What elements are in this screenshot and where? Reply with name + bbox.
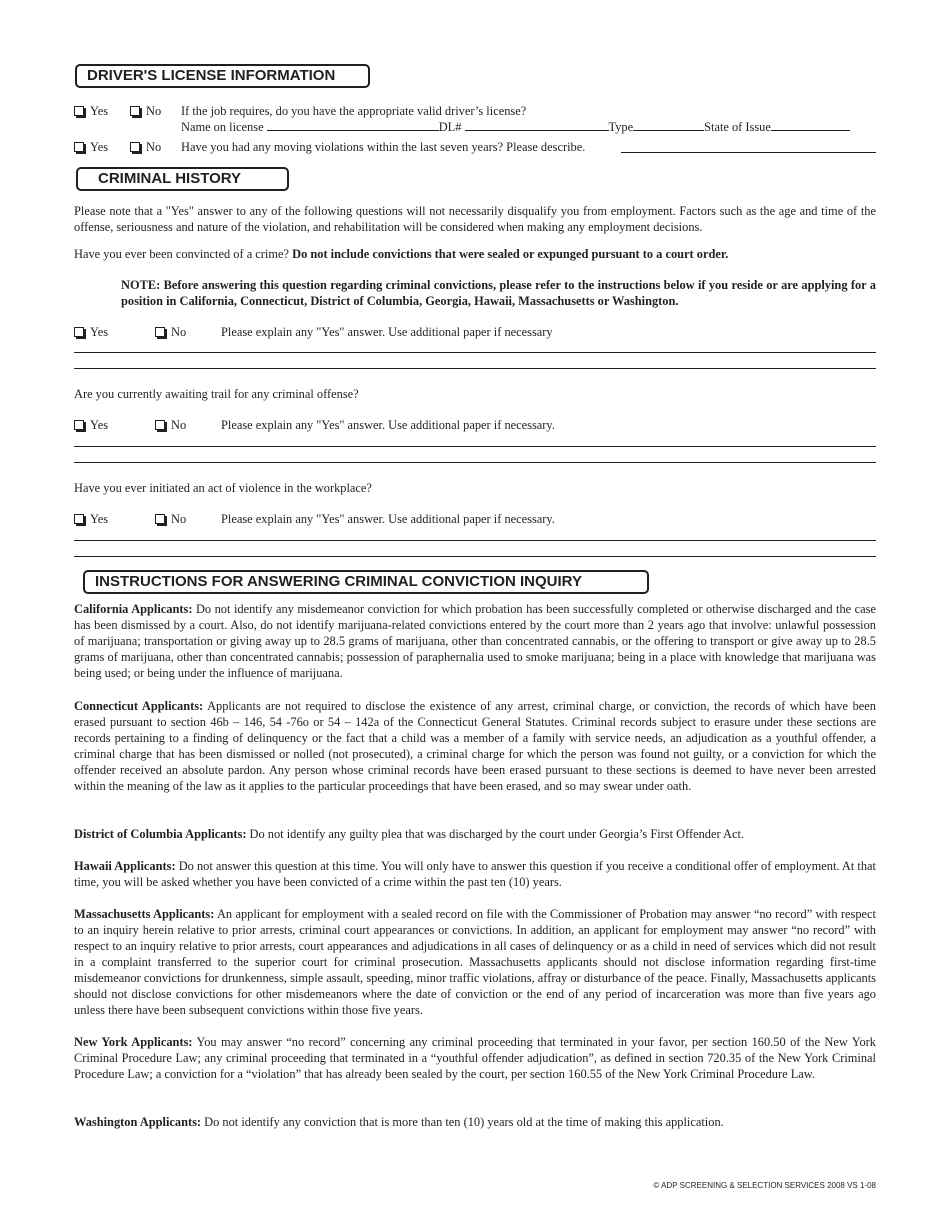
awaiting-explain-prompt: Please explain any "Yes" answer. Use additional paper if necessary. [221, 418, 555, 432]
checkbox-box[interactable] [74, 420, 84, 430]
checkbox-box[interactable] [155, 327, 165, 337]
convicted-explain-prompt: Please explain any "Yes" answer. Use additional paper if necessary [221, 325, 553, 339]
violations-question: Have you had any moving violations within the last seven years? Please describe. [181, 140, 586, 154]
awaiting-yes-checkbox[interactable]: Yes [74, 417, 108, 433]
dl-number-field[interactable] [465, 119, 609, 131]
violations-description-field[interactable] [621, 152, 876, 153]
convictions-note: NOTE: Before answering this question regarding criminal convictions, please refer to the instructions below if you reside or are applying for a position in California, Connecticut, District of Columbia, Georgia, Hawaii, Massachusetts or Washington. [121, 278, 876, 308]
drivers-license-header: DRIVER'S LICENSE INFORMATION [75, 64, 370, 88]
convicted-no-checkbox[interactable]: No [155, 324, 186, 340]
checkbox-box[interactable] [155, 514, 165, 524]
checkbox-box[interactable] [130, 106, 140, 116]
violations-no-checkbox[interactable]: No [130, 139, 161, 155]
checkbox-box[interactable] [74, 106, 84, 116]
license-type-field[interactable] [633, 119, 704, 131]
state-of-issue-field[interactable] [771, 119, 850, 131]
violations-yes-checkbox[interactable]: Yes [74, 139, 108, 155]
checkbox-box[interactable] [155, 420, 165, 430]
awaiting-trial-question: Are you currently awaiting trail for any criminal offense? [74, 387, 359, 401]
awaiting-explain-line[interactable] [74, 446, 876, 447]
checkbox-box[interactable] [130, 142, 140, 152]
hawaii-instructions: Hawaii Applicants: Do not answer this question at this time. You will only have to answer this question if you receive a conditional offer of employment. At that time, you will be asked whether you have been convicted of a crime within the past ten (10) years. [74, 859, 876, 889]
violence-explain-line[interactable] [74, 556, 876, 557]
license-no-checkbox[interactable]: No [130, 103, 161, 119]
instructions-header: INSTRUCTIONS FOR ANSWERING CRIMINAL CONVICTION INQUIRY [83, 570, 649, 594]
convicted-yes-checkbox[interactable]: Yes [74, 324, 108, 340]
violence-no-checkbox[interactable]: No [155, 511, 186, 527]
checkbox-box[interactable] [74, 142, 84, 152]
convicted-explain-line[interactable] [74, 352, 876, 353]
criminal-history-intro: Please note that a "Yes" answer to any of the following questions will not necessarily disqualify you from employment. Factors such as the age and time of the offense, seriousness and nature of the violation, and rehabilitation will be considered when making any employment decisions. [74, 204, 876, 234]
violence-explain-line[interactable] [74, 540, 876, 541]
awaiting-no-checkbox[interactable]: No [155, 417, 186, 433]
california-instructions: California Applicants: Do not identify any misdemeanor conviction for which probation has been successfully completed or otherwise discharged and the case has been dismissed by a court. Also, do not identify marijuana-related convictions entered by the court more than 2 years ago that involve: unlawful possession of marijuana; transportation or giving away up to 28.5 grams of marijuana, other than concentrated cannabis, or the offering to transport or give away up to 28.5 grams of marijuana, other than concentrated cannabis; possession of paraphernalia used to smoke marijuana; being in a place with knowledge that marijuana was being used; or being under the influence of marijuana. [74, 602, 876, 680]
copyright-footer: © ADP SCREENING & SELECTION SERVICES 2008 VS 1-08 [653, 1181, 876, 1190]
violence-yes-checkbox[interactable]: Yes [74, 511, 108, 527]
newyork-instructions: New York Applicants: You may answer “no record” concerning any criminal proceeding that terminated in your favor, per section 160.50 of the New York Criminal Procedure Law; any criminal proceeding that terminated in a “youthful offender adjudication”, as defined in section 720.35 of the New York Criminal Procedure Law; a conviction for a “violation” that has already been sealed by the court, per section 160.55 of the New York Criminal Procedure Law. [74, 1035, 876, 1081]
license-details-row: Name on license DL# Type State of Issue [181, 119, 876, 135]
convicted-explain-line[interactable] [74, 368, 876, 369]
massachusetts-instructions: Massachusetts Applicants: An applicant for employment with a sealed record on file with the Commissioner of Probation may answer “no record” with respect to an inquiry herein relative to prior arrests, criminal court appearances or convictions. In addition, an applicant for employment may answer “no record” with respect to an inquiry relative to prior arrests, court appearances and adjudications in all cases of delinquency or as a child in need of services which did not result in a complaint transferred to the superior court for criminal prosecution. Massachusetts applicants should not disclose information regarding first-time misdemeanor convictions for drunkenness, simple assault, speeding, minor traffic violations, affray or disturbance of the peace. Finally, Massachusetts applicants should not disclose convictions for other misdemeanors where the date of conviction or the end of any period of incarceration was more than five years ago unless there have been subsequent convictions within those five years. [74, 907, 876, 1017]
convicted-question: Have you ever been convincted of a crime? Do not include convictions that were sealed or expunged pursuant to a court order. [74, 247, 729, 261]
dc-instructions: District of Columbia Applicants: Do not identify any guilty plea that was discharged by the court under Georgia’s First Offender Act. [74, 827, 745, 841]
name-on-license-field[interactable] [267, 119, 439, 131]
license-yes-checkbox[interactable]: Yes [74, 103, 108, 119]
violence-explain-prompt: Please explain any "Yes" answer. Use additional paper if necessary. [221, 512, 555, 526]
violence-question: Have you ever initiated an act of violence in the workplace? [74, 481, 372, 495]
license-question: If the job requires, do you have the appropriate valid driver’s license? [181, 104, 527, 118]
awaiting-explain-line[interactable] [74, 462, 876, 463]
washington-instructions: Washington Applicants: Do not identify any conviction that is more than ten (10) years old at the time of making this application. [74, 1115, 724, 1129]
criminal-history-header: CRIMINAL HISTORY [76, 167, 289, 191]
connecticut-instructions: Connecticut Applicants: Applicants are not required to disclose the existence of any arrest, criminal charge, or conviction, the records of which have been erased pursuant to section 46b – 146, 54 -76o or 54 – 142a of the Connecticut General Statutes. Criminal records subject to erasure under these sections are records pertaining to a finding of delinquency or the fact that a child was a member of a family with service needs, an adjudication as a youthful offender, a criminal charge that has been dismissed or nolled (not prosecuted), a criminal charge for which the person was found not guilty, or a conviction for which the offender received an absolute pardon. Any person whose criminal records have been erased pursuant to these sections is deemed to have never been arrested within the meaning of the law as it applies to the particular proceedings that have been erased, and so may swear under oath. [74, 699, 876, 793]
checkbox-box[interactable] [74, 514, 84, 524]
checkbox-box[interactable] [74, 327, 84, 337]
